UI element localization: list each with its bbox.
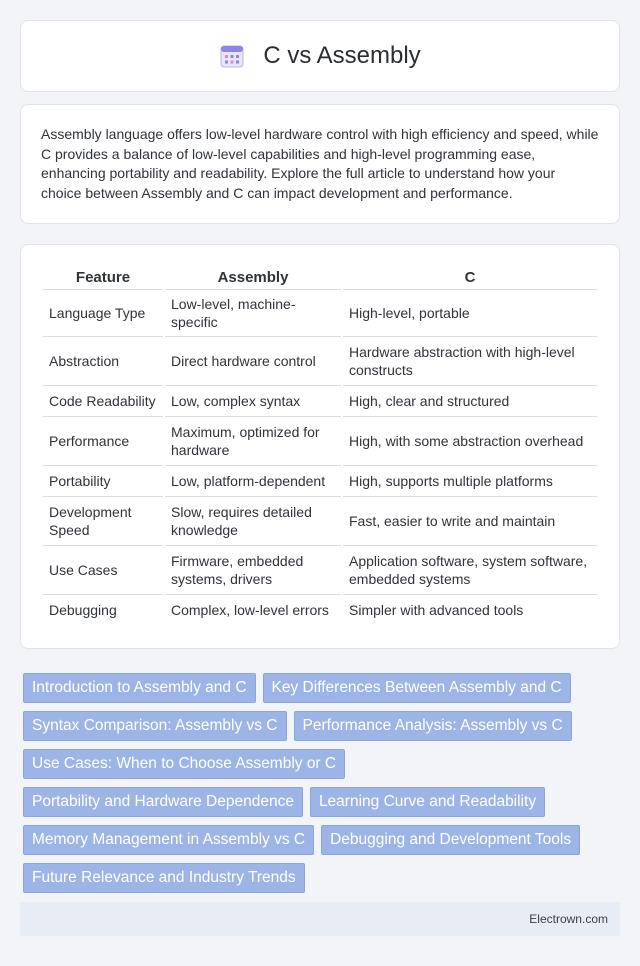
table-cell: Maximum, optimized for hardware: [164, 416, 342, 465]
table-cell: High, supports multiple platforms: [342, 465, 597, 496]
tag-debugging-tools[interactable]: Debugging and Development Tools: [321, 825, 580, 855]
table-cell: Direct hardware control: [164, 336, 342, 385]
table-cell: High-level, portable: [342, 289, 597, 336]
table-cell: Slow, requires detailed knowledge: [164, 496, 342, 545]
table-cell: Low-level, machine-specific: [164, 289, 342, 336]
tag-row: [23, 673, 623, 703]
table-cell: Abstraction: [43, 336, 164, 385]
topic-tags: [23, 673, 623, 901]
table-row: [43, 465, 597, 496]
table-row: [43, 594, 597, 625]
table-cell: Development Speed: [43, 496, 164, 545]
table-cell: Simpler with advanced tools: [342, 594, 597, 625]
tag-use-cases[interactable]: Use Cases: When to Choose Assembly or C: [23, 749, 345, 779]
table-row: [43, 545, 597, 594]
table-cell: High, clear and structured: [342, 385, 597, 416]
tag-row: [23, 787, 623, 817]
table-cell: Fast, easier to write and maintain: [342, 496, 597, 545]
tag-portability[interactable]: Portability and Hardware Dependence: [23, 787, 303, 817]
table-row: [43, 385, 597, 416]
tag-row: [23, 711, 623, 741]
intro-card: [20, 104, 620, 224]
table-cell: Low, complex syntax: [164, 385, 342, 416]
tag-learning-curve[interactable]: Learning Curve and Readability: [310, 787, 545, 817]
table-cell: Portability: [43, 465, 164, 496]
tag-memory-management[interactable]: Memory Management in Assembly vs C: [23, 825, 314, 855]
tag-row: [23, 749, 623, 779]
header-c: C: [342, 263, 597, 289]
comparison-table: [43, 263, 597, 625]
table-header-row: [43, 263, 597, 289]
table-row: [43, 336, 597, 385]
tag-key-differences[interactable]: Key Differences Between Assembly and C: [263, 673, 571, 703]
table-row: [43, 289, 597, 336]
table-row: [43, 496, 597, 545]
header-feature: Feature: [43, 263, 164, 289]
table-cell: Firmware, embedded systems, drivers: [164, 545, 342, 594]
calendar-grid-icon: [219, 43, 245, 69]
table-cell: Low, platform-dependent: [164, 465, 342, 496]
table-cell: Hardware abstraction with high-level constructs: [342, 336, 597, 385]
tag-performance-analysis[interactable]: Performance Analysis: Assembly vs C: [294, 711, 572, 741]
table-cell: High, with some abstraction overhead: [342, 416, 597, 465]
comparison-table-card: [20, 244, 620, 649]
table-cell: Complex, low-level errors: [164, 594, 342, 625]
header-card: [20, 20, 620, 92]
table-cell: Language Type: [43, 289, 164, 336]
title-wrap: [219, 42, 420, 70]
tag-introduction[interactable]: Introduction to Assembly and C: [23, 673, 256, 703]
tag-row: [23, 863, 623, 893]
table-cell: Debugging: [49, 601, 117, 618]
header-assembly: Assembly: [164, 263, 342, 289]
page-title: C vs Assembly: [263, 42, 421, 69]
table-cell: Performance: [43, 416, 164, 465]
table-row: [43, 416, 597, 465]
table-cell: Use Cases: [43, 545, 164, 594]
table-cell: Application software, system software, embedded systems: [342, 545, 597, 594]
tag-future-relevance[interactable]: Future Relevance and Industry Trends: [23, 863, 305, 893]
tag-syntax-comparison[interactable]: Syntax Comparison: Assembly vs C: [23, 711, 287, 741]
tag-row: [23, 825, 623, 855]
footer-site[interactable]: Electrown.com: [529, 912, 608, 926]
table-cell: Code Readability: [43, 385, 164, 416]
intro-text: Assembly language offers low-level hardware control with high efficiency and speed, while C provides a balance of low-level capabilities and high-level programming ease, enhancing portability and readability. Explore the full article to understand how your choice between Assembly and C can impact development and performance.: [41, 126, 599, 201]
footer: [20, 902, 620, 936]
